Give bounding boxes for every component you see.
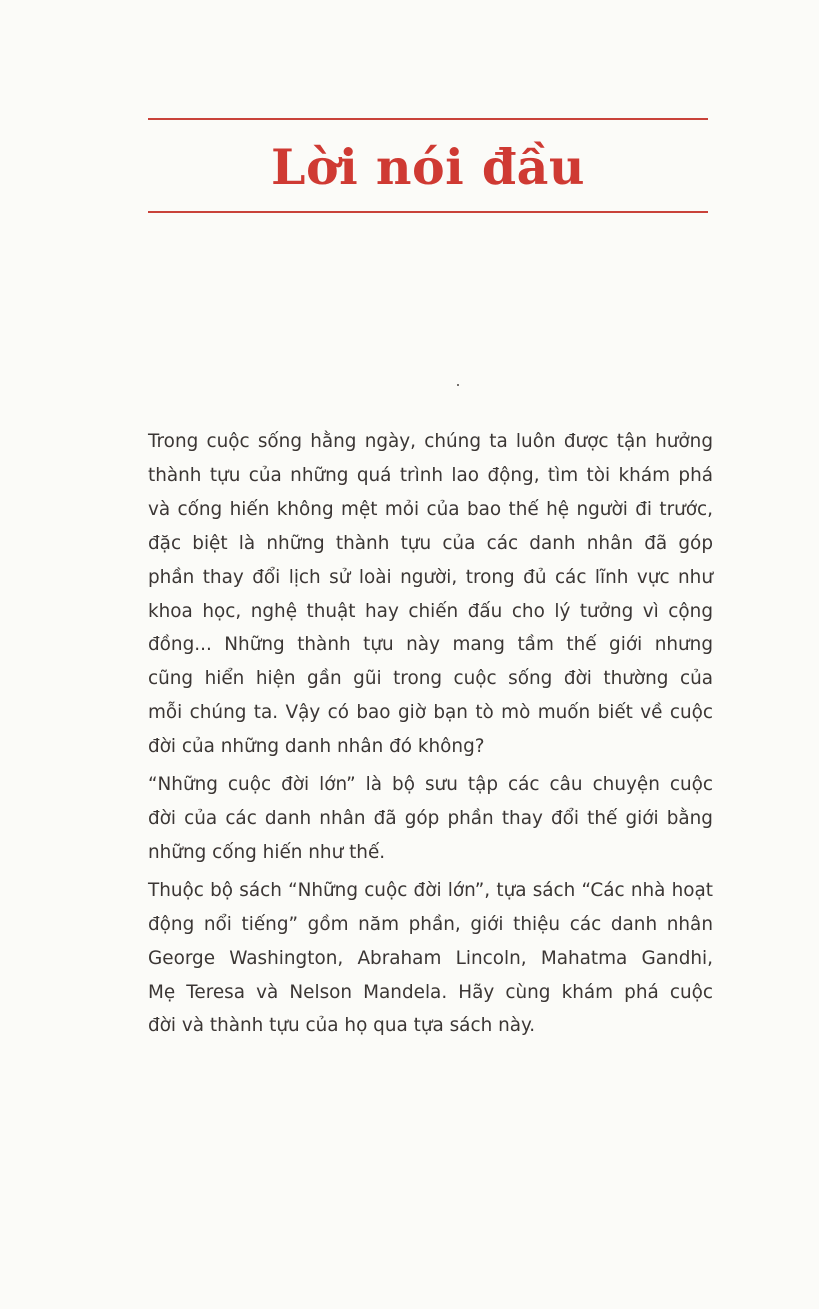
- text-line: đặc biệt là những thành tựu của các danh nhân đã góp: [148, 532, 713, 554]
- text-line: và cống hiến không mệt mỏi của bao thế hệ người đi trước,: [148, 498, 713, 520]
- paragraph-3: [148, 874, 713, 1044]
- paragraph-1: [148, 425, 713, 764]
- text-line: đồng... Những thành tựu này mang tầm thế giới nhưng: [148, 634, 713, 656]
- text-line: Thuộc bộ sách “Những cuộc đời lớn”, tựa sách “Các nhà hoạt: [148, 879, 713, 901]
- text-line: đời và thành tựu của họ qua tựa sách này.: [148, 1015, 536, 1037]
- text-line: động nổi tiếng” gồm năm phần, giới thiệu các danh nhân: [148, 913, 713, 935]
- print-speck: [457, 384, 459, 386]
- text-line: phần thay đổi lịch sử loài người, trong đủ các lĩnh vực như: [148, 566, 713, 588]
- text-line: đời của các danh nhân đã góp phần thay đổi thế giới bằng: [148, 807, 713, 829]
- text-line: đời của những danh nhân đó không?: [148, 736, 485, 758]
- text-line: Mẹ Teresa và Nelson Mandela. Hãy cùng khám phá cuộc: [148, 981, 713, 1003]
- text-line: Trong cuộc sống hằng ngày, chúng ta luôn được tận hưởng: [148, 431, 713, 452]
- text-line: “Những cuộc đời lớn” là bộ sưu tập các câu chuyện cuộc: [148, 774, 713, 796]
- text-line: khoa học, nghệ thuật hay chiến đấu cho lý tưởng vì cộng: [148, 600, 713, 622]
- text-line: mỗi chúng ta. Vậy có bao giờ bạn tò mò muốn biết về cuộc: [148, 702, 713, 724]
- title-top-rule: [148, 118, 708, 120]
- page-title: Lời nói đầu: [271, 138, 585, 196]
- text-line: cũng hiển hiện gần gũi trong cuộc sống đời thường của: [148, 668, 713, 690]
- text-line: George Washington, Abraham Lincoln, Mahatma Gandhi,: [148, 947, 713, 969]
- title-bottom-rule: [148, 211, 708, 213]
- body-text: [148, 425, 713, 1047]
- text-line: những cống hiến như thế.: [148, 841, 386, 863]
- text-line: thành tựu của những quá trình lao động, tìm tòi khám phá: [148, 464, 713, 486]
- paragraph-2: [148, 768, 713, 870]
